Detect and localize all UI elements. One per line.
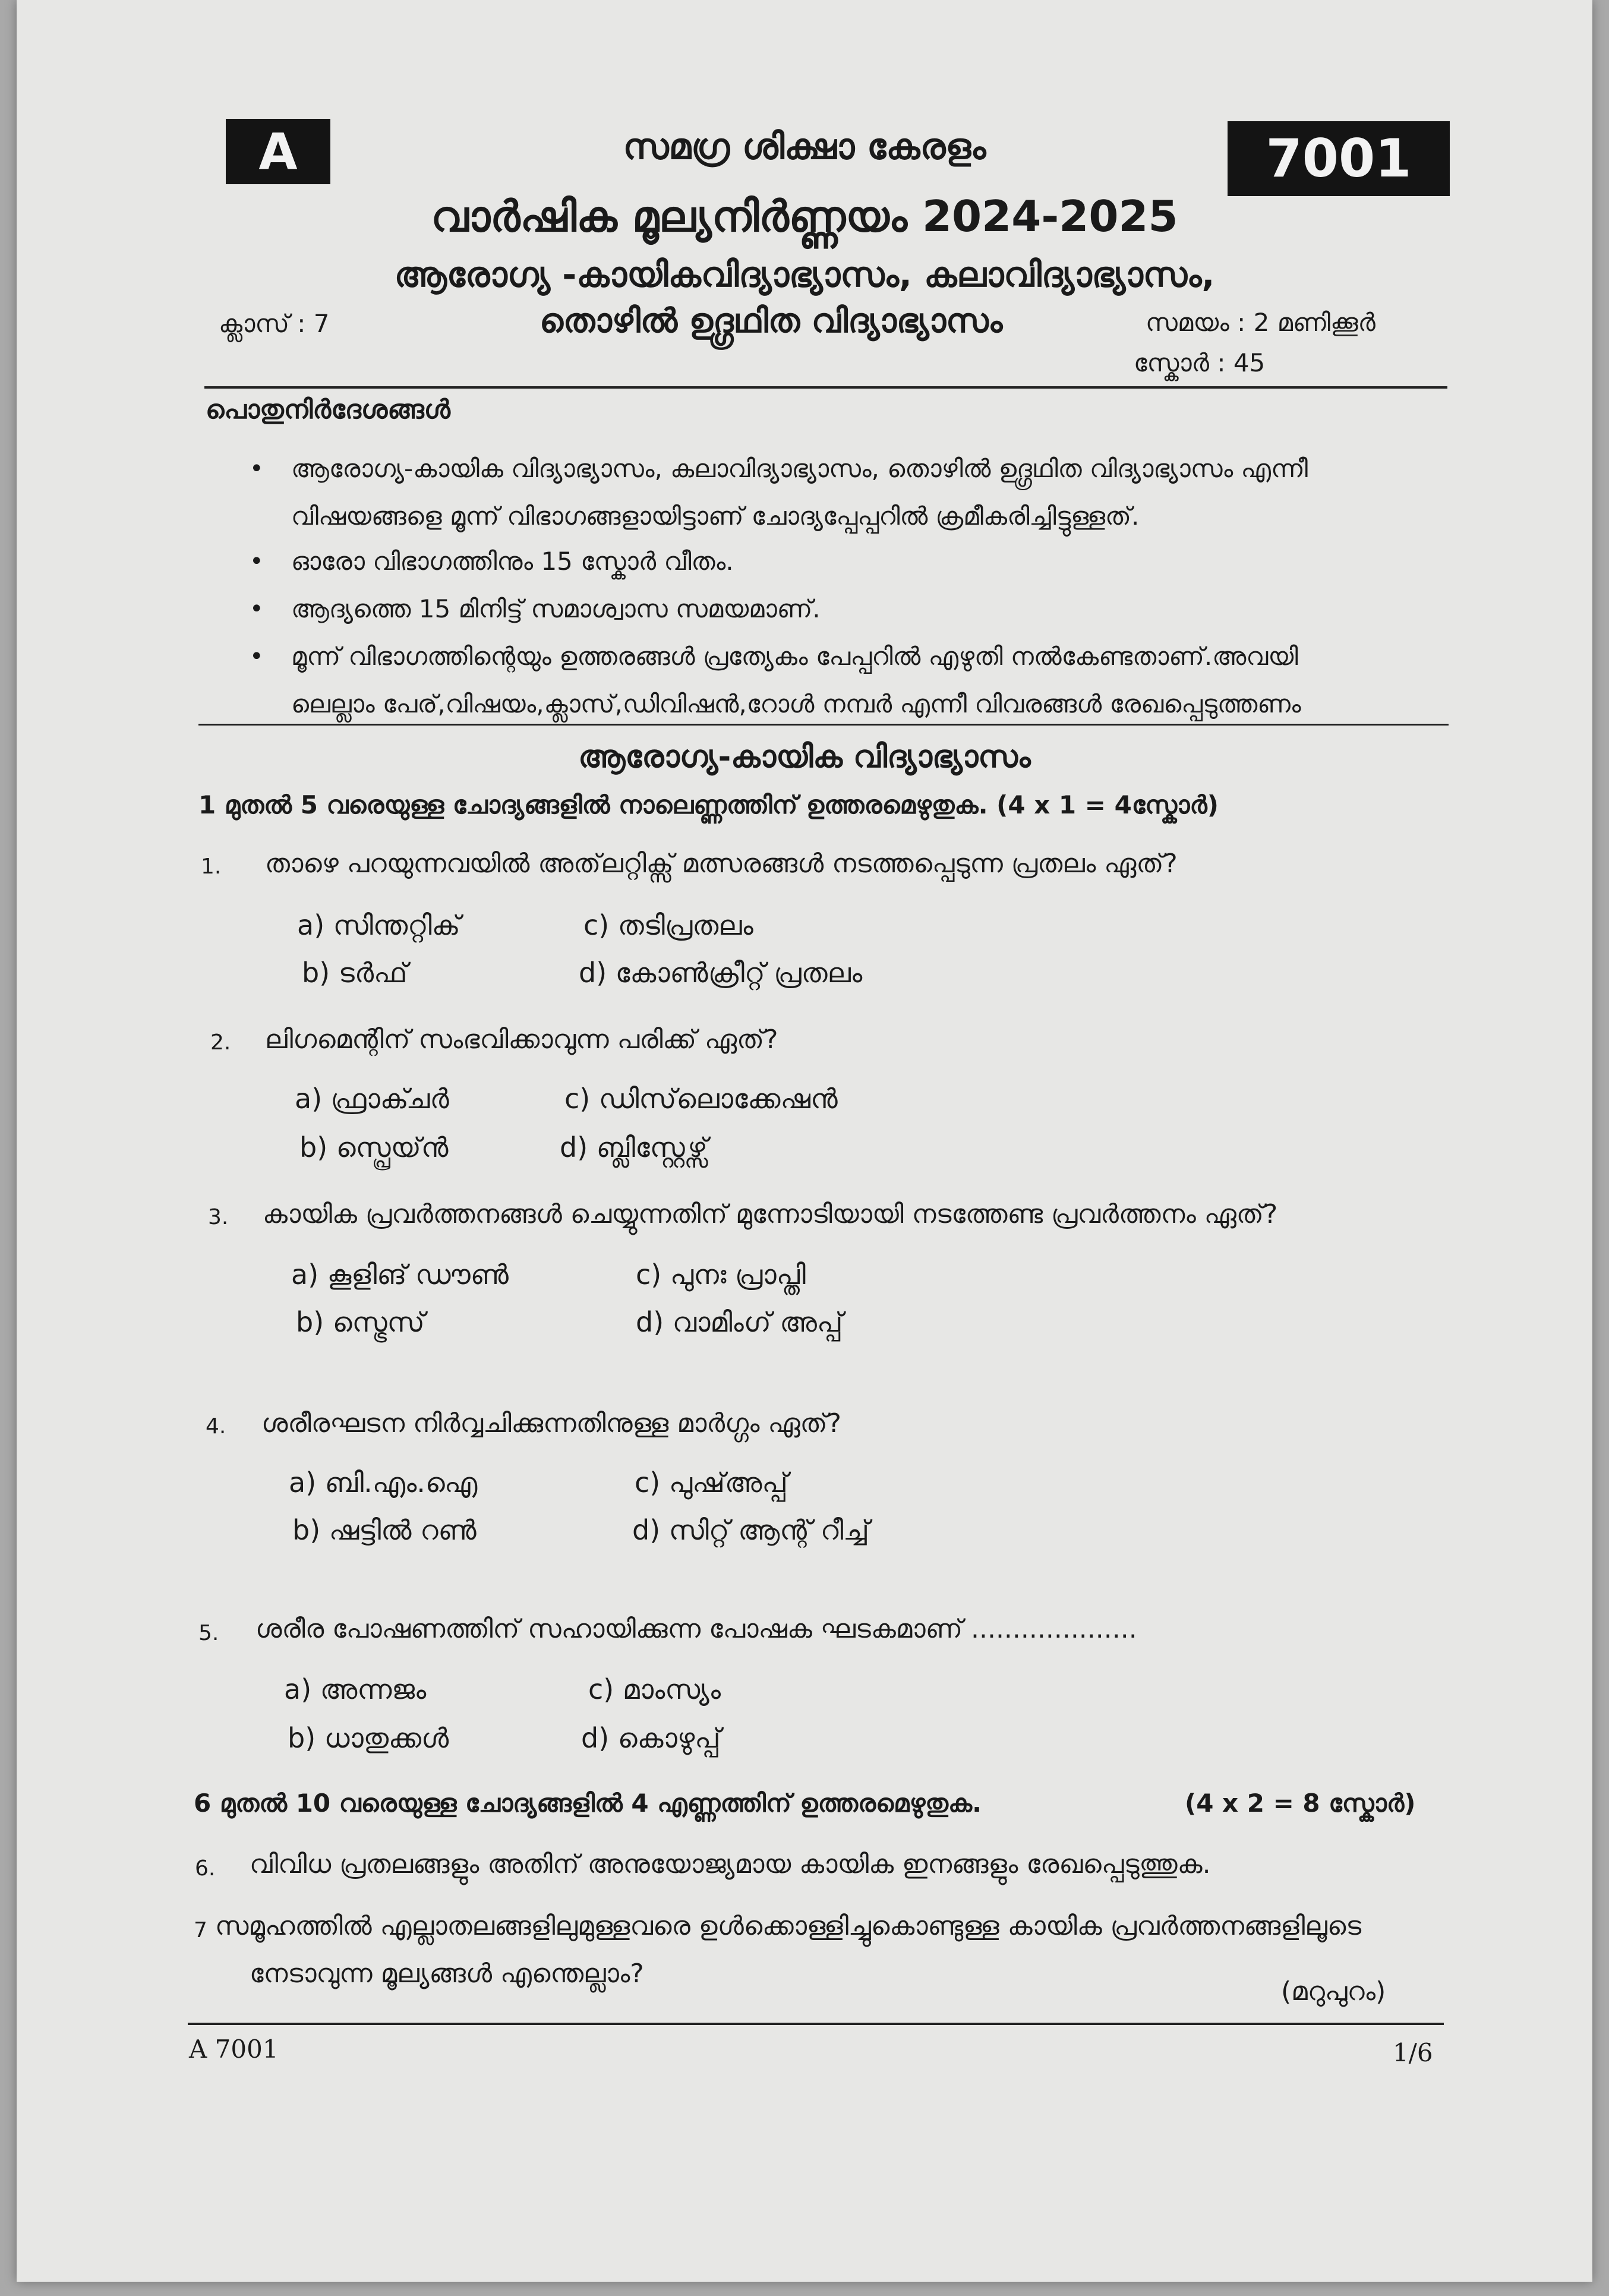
option-a: a) കൂളിങ് ഡൗൺ xyxy=(291,1259,509,1291)
section-instruction-2: 6 മുതൽ 10 വരെയുള്ള ചോദ്യങ്ങളിൽ 4 എണ്ണത്തിന് ഉത്തരമെഴുതുക. xyxy=(194,1789,982,1818)
time-label: സമയം : 2 മണിക്കൂർ xyxy=(1146,308,1375,337)
question-text: കായിക പ്രവർത്തനങ്ങൾ ചെയ്യുന്നതിന് മുന്നോടിയായി നടത്തേണ്ട പ്രവർത്തനം ഏത്? xyxy=(263,1199,1278,1229)
bullet-icon: • xyxy=(250,595,264,623)
question-number: 7 xyxy=(194,1918,207,1942)
option-b: b) സ്ട്രെസ് xyxy=(296,1306,425,1338)
option-a: a) ബി.എം.ഐ xyxy=(289,1466,478,1499)
option-d: d) കോൺക്രീറ്റ് പ്രതലം xyxy=(579,957,863,989)
instructions-divider xyxy=(198,724,1449,726)
option-a: a) സിന്തറ്റിക് xyxy=(297,909,460,941)
option-d: d) വാമിംഗ് അപ്പ് xyxy=(636,1306,843,1338)
instruction-1-line-1: ആരോഗ്യ-കായിക വിദ്യാഭ്യാസം, കലാവിദ്യാഭ്യാസം, തൊഴിൽ ഉദ്ഗ്രഥിത വിദ്യാഭ്യാസം എന്നീ xyxy=(291,454,1308,483)
question-text: ശരീര പോഷണത്തിന് സഹായിക്കുന്ന പോഷക ഘടകമാണ് .................... xyxy=(255,1614,1137,1644)
option-c: c) പുഷ്അപ്പ് xyxy=(635,1466,788,1499)
question-text: ലിഗമെന്റിന് സംഭവിക്കാവുന്ന പരിക്ക് ഏത്? xyxy=(265,1024,778,1055)
option-c: c) പുനഃ പ്രാപ്തി xyxy=(636,1259,806,1291)
question-number: 3. xyxy=(208,1205,229,1229)
question-number: 2. xyxy=(210,1030,231,1055)
subject-line-1: ആരോഗ്യ -കായികവിദ്യാഭ്യാസം, കലാവിദ്യാഭ്യാസം, xyxy=(394,254,1215,295)
option-c: c) തടിപ്രതലം xyxy=(583,909,753,941)
class-label: ക്ലാസ് : 7 xyxy=(219,309,330,338)
bullet-icon: • xyxy=(250,548,264,575)
instruction-3: ആദ്യത്തെ 15 മിനിട്ട് സമാശ്വാസ സമയമാണ്. xyxy=(291,594,821,623)
question-number: 6. xyxy=(195,1856,216,1881)
section-title: ആരോഗ്യ-കായിക വിദ്യാഭ്യാസം xyxy=(578,739,1031,775)
option-d: d) ബ്ലിസ്റ്റേഴ്സ് xyxy=(560,1131,708,1163)
instruction-2: ഓരോ വിഭാഗത്തിനും 15 സ്കോർ വീതം. xyxy=(291,547,734,576)
subject-line-2: തൊഴിൽ ഉദ്ഗ്രഥിത വിദ്യാഭ്യാസം xyxy=(540,302,1003,340)
option-b: b) ഷട്ടിൽ റൺ xyxy=(292,1514,477,1546)
question-text: വിവിധ പ്രതലങ്ങളും അതിന് അനുയോജ്യമായ കായിക ഇനങ്ങളും രേഖപ്പെടുത്തുക. xyxy=(250,1849,1211,1879)
set-letter-badge: A xyxy=(226,119,330,184)
instruction-1-line-2: വിഷയങ്ങളെ മൂന്ന് വിഭാഗങ്ങളായിട്ടാണ് ചോദ്യപ്പേപ്പറിൽ ക്രമീകരിച്ചിട്ടുള്ളത്. xyxy=(291,502,1140,531)
option-c: c) മാംസ്യം xyxy=(588,1673,721,1705)
footer-page-number: 1/6 xyxy=(1393,2038,1433,2067)
question-number: 5. xyxy=(198,1621,219,1645)
exam-paper xyxy=(17,0,1592,2282)
question-text-continued: നേടാവുന്ന മൂല്യങ്ങൾ എന്തെല്ലാം? xyxy=(250,1958,644,1989)
instruction-4-line-2: ലെല്ലാം പേര്,വിഷയം,ക്ലാസ്,ഡിവിഷൻ,റോൾ നമ്പർ എന്നീ വിവരങ്ങൾ രേഖപ്പെടുത്തണം xyxy=(291,689,1301,718)
option-b: b) ടർഫ് xyxy=(302,957,408,989)
question-text: ശരീരഘടന നിർവ്വചിക്കുന്നതിനുള്ള മാർഗ്ഗം ഏത്? xyxy=(261,1408,841,1439)
section-instruction-2-score: (4 x 2 = 8 സ്കോർ) xyxy=(1185,1789,1416,1818)
paper-code-badge: 7001 xyxy=(1228,121,1450,196)
page-turn-note: (മറുപുറം) xyxy=(1281,1976,1386,2007)
option-b: b) സ്പ്രെയ്ൻ xyxy=(299,1131,449,1163)
bullet-icon: • xyxy=(250,455,264,482)
footer-paper-code: A 7001 xyxy=(189,2035,279,2064)
question-text: താഴെ പറയുന്നവയിൽ അത്‌ലറ്റിക്സ് മത്സരങ്ങൾ നടത്തപ്പെടുന്ന പ്രതലം ഏത്? xyxy=(265,849,1178,879)
option-a: a) ഫ്രാക്ചർ xyxy=(295,1083,449,1115)
bullet-icon: • xyxy=(250,643,264,670)
option-a: a) അന്നജം xyxy=(284,1673,427,1705)
score-label: സ്കോർ : 45 xyxy=(1134,348,1266,377)
footer-divider xyxy=(188,2023,1444,2025)
header-divider xyxy=(204,386,1447,389)
section-instruction-1: 1 മുതൽ 5 വരെയുള്ള ചോദ്യങ്ങളിൽ നാലെണ്ണത്തിന് ഉത്തരമെഴുതുക. (4 x 1 = 4സ്കോർ) xyxy=(198,790,1219,819)
option-d: d) കൊഴുപ്പ് xyxy=(581,1722,721,1754)
question-number: 4. xyxy=(206,1414,226,1439)
option-b: b) ധാതുക്കൾ xyxy=(288,1722,449,1754)
instruction-4-line-1: മൂന്ന് വിഭാഗത്തിന്റെയും ഉത്തരങ്ങൾ പ്രത്യേകം പേപ്പറിൽ എഴുതി നൽകേണ്ടതാണ്.അവയി xyxy=(291,642,1298,671)
question-number: 1. xyxy=(201,854,222,879)
exam-title: വാർഷിക മൂല്യനിർണ്ണയം 2024-2025 xyxy=(431,191,1178,241)
general-instructions-title: പൊതുനിർദേശങ്ങൾ xyxy=(206,395,450,425)
organization-name: സമഗ്ര ശിക്ഷാ കേരളം xyxy=(623,126,986,168)
option-d: d) സിറ്റ് ആന്റ് റീച്ച് xyxy=(632,1514,869,1546)
option-c: c) ഡിസ്‌ലൊക്കേഷൻ xyxy=(564,1083,838,1115)
question-text: സമൂഹത്തിൽ എല്ലാതലങ്ങളിലുമുള്ളവരെ ഉൾക്കൊള്ളിച്ചുകൊണ്ടുള്ള കായിക പ്രവർത്തനങ്ങളിലൂടെ xyxy=(215,1911,1362,1941)
